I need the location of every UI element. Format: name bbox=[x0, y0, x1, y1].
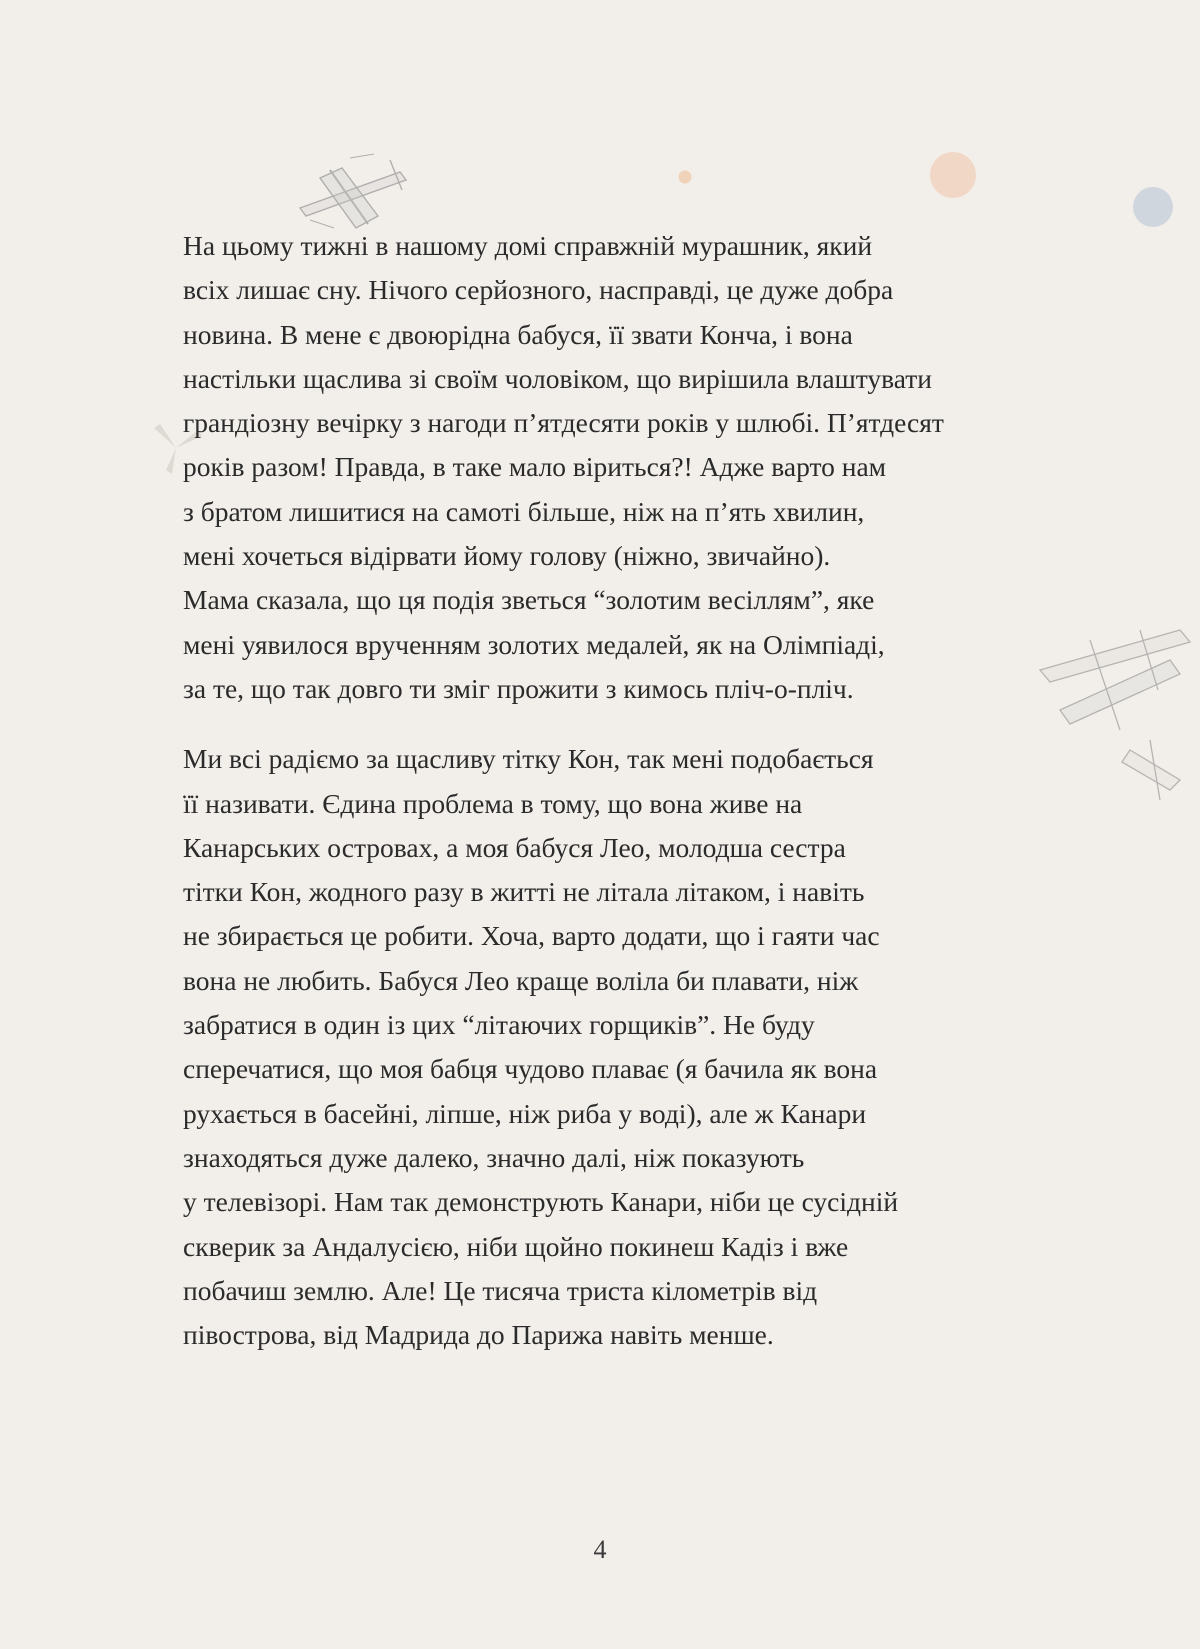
text-line: новина. В мене є двоюрідна бабуся, її звати Конча, і вона bbox=[183, 318, 853, 350]
text-line: Канарських островах, а моя бабуся Лео, молодша сестра bbox=[183, 831, 846, 863]
text-line: не збирається це робити. Хоча, варто додати, що і гаяти час bbox=[183, 920, 880, 952]
text-line: вона не любить. Бабуся Лео краще воліла би плавати, ніж bbox=[183, 964, 859, 996]
text-line: з братом лишитися на самоті більше, ніж на п’ять хвилин, bbox=[183, 495, 865, 527]
decorative-dot-blue bbox=[1132, 186, 1174, 228]
paragraph-2 bbox=[183, 737, 1023, 1357]
text-line: за те, що так довго ти зміг прожити з кимось пліч-о-пліч. bbox=[183, 672, 854, 704]
text-line: грандіозну вечірку з нагоди п’ятдесяти років у шлюбі. П’ятдесят bbox=[183, 407, 944, 439]
text-line: рухається в басейні, ліпше, ніж риба у воді), але ж Канари bbox=[183, 1097, 867, 1129]
text-line: півострова, від Мадрида до Парижа навіть менше. bbox=[183, 1319, 774, 1351]
text-line: всіх лишає сну. Нічого серйозного, насправді, це дуже добра bbox=[183, 274, 894, 306]
text-line: мені хочеться відірвати йому голову (ніжно, звичайно). bbox=[183, 540, 831, 572]
page-number: 4 bbox=[593, 1535, 607, 1564]
text-line: скверик за Андалусією, ніби щойно покинеш Кадіз і вже bbox=[183, 1230, 849, 1262]
decorative-dot-orange bbox=[678, 170, 692, 184]
text-line: знаходяться дуже далеко, значно далі, ніж показують bbox=[183, 1141, 805, 1173]
text-line: сперечатися, що моя бабця чудово плаває (я бачила як вона bbox=[183, 1053, 878, 1085]
text-line: у телевізорі. Нам так демонструють Канари, ніби це сусідній bbox=[183, 1186, 899, 1218]
text-line: її називати. Єдина проблема в тому, що вона живе на bbox=[183, 787, 803, 819]
text-line: тітки Кон, жодного разу в житті не літала літаком, і навіть bbox=[183, 876, 865, 908]
body-text bbox=[183, 224, 1023, 1357]
airplane-sketch-right-icon bbox=[1030, 620, 1200, 820]
text-line: мені уявилося врученням золотих медалей, як на Олімпіаді, bbox=[183, 628, 885, 660]
decorative-dot-orange-large bbox=[928, 150, 978, 200]
text-line: забратися в один із цих “літаючих горщиків”. Не буду bbox=[183, 1009, 815, 1041]
text-line: років разом! Правда, в таке мало віриться?! Адже варто нам bbox=[183, 451, 887, 483]
paragraph-1 bbox=[183, 224, 1023, 711]
text-line: настільки щаслива зі своїм чоловіком, що вирішила влаштувати bbox=[183, 362, 933, 394]
text-line: Мама сказала, що ця подія зветься “золотим весіллям”, яке bbox=[183, 584, 875, 616]
text-line: побачиш землю. Але! Це тисяча триста кілометрів від bbox=[183, 1274, 818, 1306]
text-line: На цьому тижні в нашому домі справжній мурашник, який bbox=[183, 230, 873, 261]
text-line: Ми всі радіємо за щасливу тітку Кон, так мені подобається bbox=[183, 743, 874, 775]
